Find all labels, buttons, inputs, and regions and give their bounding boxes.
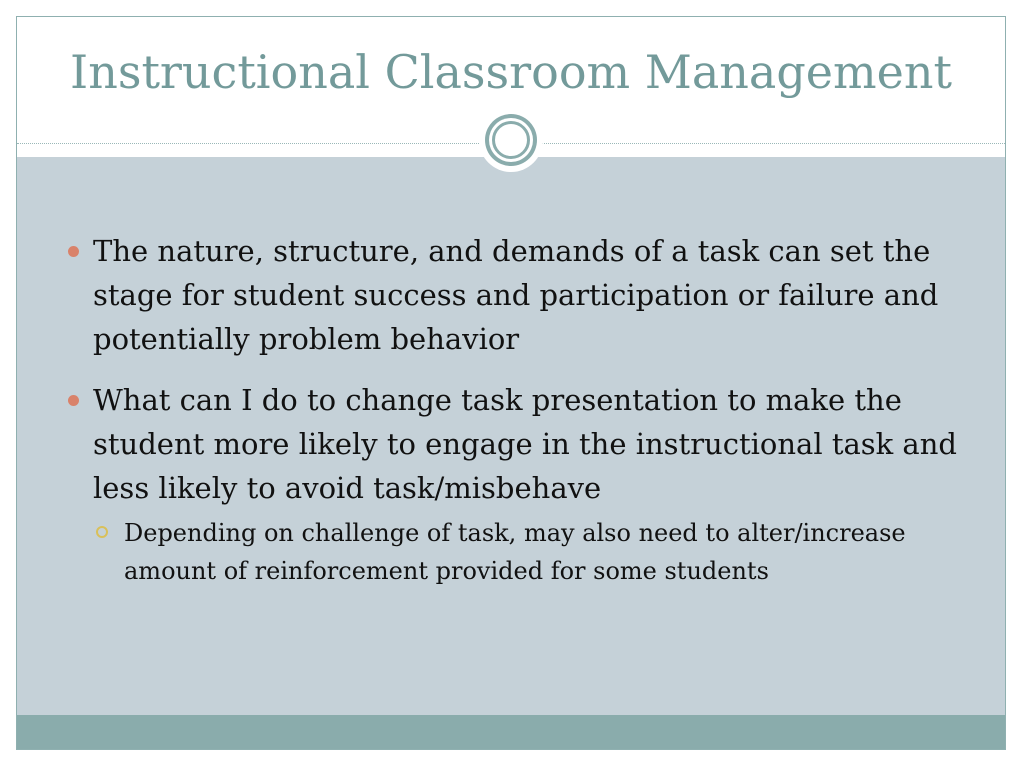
hollow-circle-bullet-icon	[96, 526, 108, 538]
slide	[16, 16, 1006, 750]
bullet-item	[93, 229, 973, 361]
footer-band	[17, 715, 1005, 749]
filled-circle-bullet-icon	[68, 246, 79, 257]
bullet-item	[93, 378, 973, 510]
concentric-circle-ornament-icon	[479, 108, 543, 172]
bullet-text: The nature, structure, and demands of a task can set the stage for student success and participation or failure and potentially problem behavior	[93, 234, 939, 356]
slide-body[interactable]	[17, 229, 1005, 590]
slide-title[interactable]: Instructional Classroom Management	[70, 45, 952, 99]
sub-bullet-item	[124, 514, 944, 590]
filled-circle-bullet-icon	[68, 395, 79, 406]
sub-bullet-text: Depending on challenge of task, may also need to alter/increase amount of reinforcement provided for some students	[124, 519, 906, 585]
bullet-text: What can I do to change task presentation to make the student more likely to engage in the instructional task and less likely to avoid task/misbehave	[93, 383, 957, 505]
